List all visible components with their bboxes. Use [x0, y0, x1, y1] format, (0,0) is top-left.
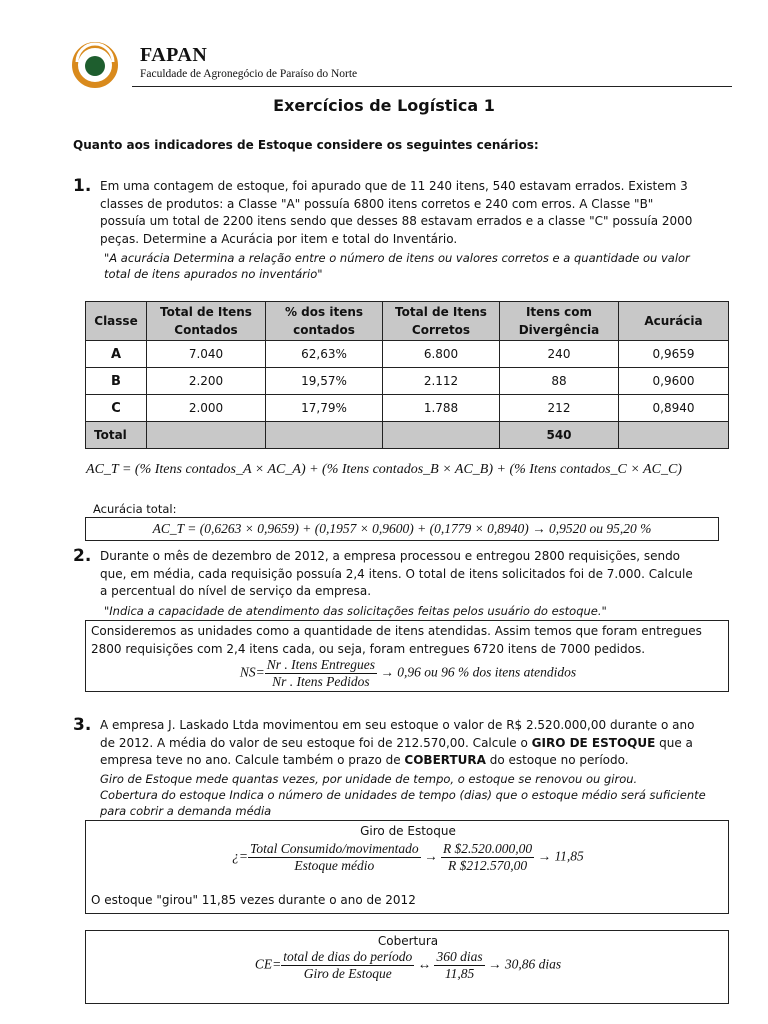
text-line: Durante o mês de dezembro de 2012, a empresa processou e entregou 2800 requisições, sendo — [100, 549, 681, 563]
cell: 212 — [500, 395, 619, 422]
table-row — [86, 341, 729, 368]
text-line: a percentual do nível de serviço da empresa. — [100, 584, 372, 598]
question-2-text — [100, 548, 722, 601]
total-accuracy-label: Acurácia total: — [93, 502, 177, 516]
text-line: 2800 requisições com 2,4 itens cada, ou seja, foram entregues 6720 itens de 7000 pedidos. — [91, 641, 646, 656]
cell: 62,63% — [266, 341, 383, 368]
cell: 0,9659 — [619, 341, 729, 368]
question-2-answer-box — [85, 620, 729, 692]
cell — [383, 422, 500, 449]
header-divider — [132, 86, 732, 87]
question-1-text — [100, 178, 722, 248]
fraction — [441, 841, 534, 874]
text-span: de 2012. A média do valor de seu estoque foi de 212.570,00. Calcule o — [100, 735, 532, 750]
note-line: Giro de Estoque mede quantas vezes, por unidade de tempo, o estoque se renovou ou girou. — [100, 772, 638, 786]
giro-box — [85, 820, 729, 914]
question-1-number: 1. — [73, 176, 92, 196]
fraction — [265, 657, 377, 690]
fraction — [434, 949, 484, 982]
fraction — [281, 949, 414, 982]
cell: C — [86, 395, 147, 422]
cobertura-keyword: COBERTURA — [404, 753, 486, 767]
cobertura-title: Cobertura — [377, 934, 439, 948]
service-level-formula — [86, 657, 730, 690]
cell — [619, 422, 729, 449]
cell: 17,79% — [266, 395, 383, 422]
text-span: que a — [655, 735, 693, 750]
cobertura-box — [85, 930, 729, 1004]
giro-title: Giro de Estoque — [360, 824, 456, 838]
denominator: Giro de Estoque — [303, 966, 392, 981]
formula-result: → 11,85 — [537, 848, 584, 864]
col-header: Itens com Divergência — [500, 302, 619, 341]
col-header: % dos itens contados — [266, 302, 383, 341]
denominator: Nr . Itens Pedidos — [272, 674, 370, 689]
note-line: para cobrir a demanda média — [100, 804, 272, 818]
cell: 6.800 — [383, 341, 500, 368]
cell: 240 — [500, 341, 619, 368]
numerator: Total Consumido/movimentado — [250, 841, 419, 856]
denominator: 11,85 — [444, 966, 475, 981]
cell: 1.788 — [383, 395, 500, 422]
giro-conclusion: O estoque "girou" 11,85 vezes durante o ano de 2012 — [91, 893, 416, 907]
giro-keyword: GIRO DE ESTOQUE — [531, 735, 656, 750]
cell — [266, 422, 383, 449]
text-line: classes de produtos: a Classe "A" possuía 6800 itens corretos e 240 com erros. A Classe "B" — [100, 196, 654, 211]
cell: 19,57% — [266, 368, 383, 395]
question-3-notes — [100, 771, 724, 819]
text-span: empresa teve no ano. Calcule também o prazo de — [100, 753, 405, 767]
note-line: total de itens apurados no inventário" — [104, 267, 323, 281]
total-accuracy-calc: AC_T = (0,6263 × 0,9659) + (0,1957 × 0,9600) + (0,1779 × 0,8940) → 0,9520 ou 95,20 % — [152, 521, 652, 536]
col-header: Total de Itens Corretos — [383, 302, 500, 341]
cell — [147, 422, 266, 449]
text-span: do estoque no período. — [485, 753, 629, 767]
text-line: Consideremos as unidades como a quantidade de itens atendidas. Assim temos que foram entregues — [91, 624, 702, 638]
text-line: possuía um total de 2200 itens sendo que desses 88 estavam errados e a classe "C" possuía 2000 — [100, 214, 693, 228]
fapan-logo — [72, 42, 118, 88]
answer-text — [91, 623, 723, 658]
formula-lhs: CE= — [254, 956, 282, 972]
org-name: FAPAN — [140, 44, 208, 66]
question-3-text — [100, 717, 722, 770]
denominator: R $212.570,00 — [448, 858, 528, 873]
note-line: "A acurácia Determina a relação entre o número de itens ou valores corretos e a quantidade ou valor — [104, 251, 690, 265]
cell: 88 — [500, 368, 619, 395]
text-line: peças. Determine a Acurácia por item e total do Inventário. — [100, 231, 458, 246]
fraction — [248, 841, 421, 874]
table-row — [86, 368, 729, 395]
numerator: total de dias do período — [283, 949, 413, 964]
text-line: que, em média, cada requisição possuía 2,4 itens. O total de itens solicitados foi de 7.000. Calcule — [100, 566, 693, 581]
accuracy-formula: AC_T = (% Itens contados_A × AC_A) + (% Itens contados_B × AC_B) + (% Itens contados_C × AC_C) — [86, 462, 682, 477]
table-total-row — [86, 422, 729, 449]
arrow: → — [424, 848, 438, 864]
formula-result: → 30,86 dias — [488, 956, 562, 972]
question-2-note: "Indica a capacidade de atendimento das solicitações feitas pelos usuário do estoque." — [104, 604, 607, 618]
formula-lhs: NS= — [239, 664, 265, 680]
col-header: Classe — [86, 302, 147, 341]
text-line: Em uma contagem de estoque, foi apurado que de 11 240 itens, 540 estavam errados. Existem 3 — [100, 179, 688, 193]
denominator: Estoque médio — [294, 858, 375, 873]
text-line — [100, 735, 722, 753]
question-2-number: 2. — [73, 546, 92, 566]
arrow: ↔ — [417, 956, 432, 972]
numerator: R $2.520.000,00 — [442, 841, 533, 856]
accuracy-table — [85, 301, 729, 449]
intro-text: Quanto aos indicadores de Estoque considere os seguintes cenários: — [73, 138, 539, 152]
document-title: Exercícios de Logística 1 — [273, 96, 495, 115]
total-divergence: 540 — [500, 422, 619, 449]
question-1-note — [104, 250, 724, 282]
giro-formula — [86, 841, 730, 874]
numerator: Nr . Itens Entregues — [266, 657, 375, 672]
cell: 2.112 — [383, 368, 500, 395]
cell: 2.200 — [147, 368, 266, 395]
cell: 0,9600 — [619, 368, 729, 395]
total-label: Total — [86, 422, 147, 449]
cell: B — [86, 368, 147, 395]
note-line: Cobertura do estoque Indica o número de unidades de tempo (dias) que o estoque médio será suficiente — [100, 788, 706, 802]
col-header: Total de Itens Contados — [147, 302, 266, 341]
col-header: Acurácia — [619, 302, 729, 341]
formula-lhs: ¿= — [232, 848, 249, 864]
text-line — [100, 752, 722, 770]
org-subtitle: Faculdade de Agronegócio de Paraíso do Norte — [140, 68, 358, 80]
table-row — [86, 395, 729, 422]
text-line: A empresa J. Laskado Ltda movimentou em seu estoque o valor de R$ 2.520.000,00 durante o ano — [100, 718, 695, 732]
table-header-row — [86, 302, 729, 341]
cell: 2.000 — [147, 395, 266, 422]
cobertura-formula — [86, 949, 730, 982]
total-accuracy-box — [85, 517, 719, 541]
cell: 0,8940 — [619, 395, 729, 422]
numerator: 360 dias — [436, 949, 483, 964]
formula-result: → 0,96 ou 96 % dos itens atendidos — [380, 664, 577, 680]
cell: 7.040 — [147, 341, 266, 368]
cell: A — [86, 341, 147, 368]
question-3-number: 3. — [73, 715, 92, 735]
